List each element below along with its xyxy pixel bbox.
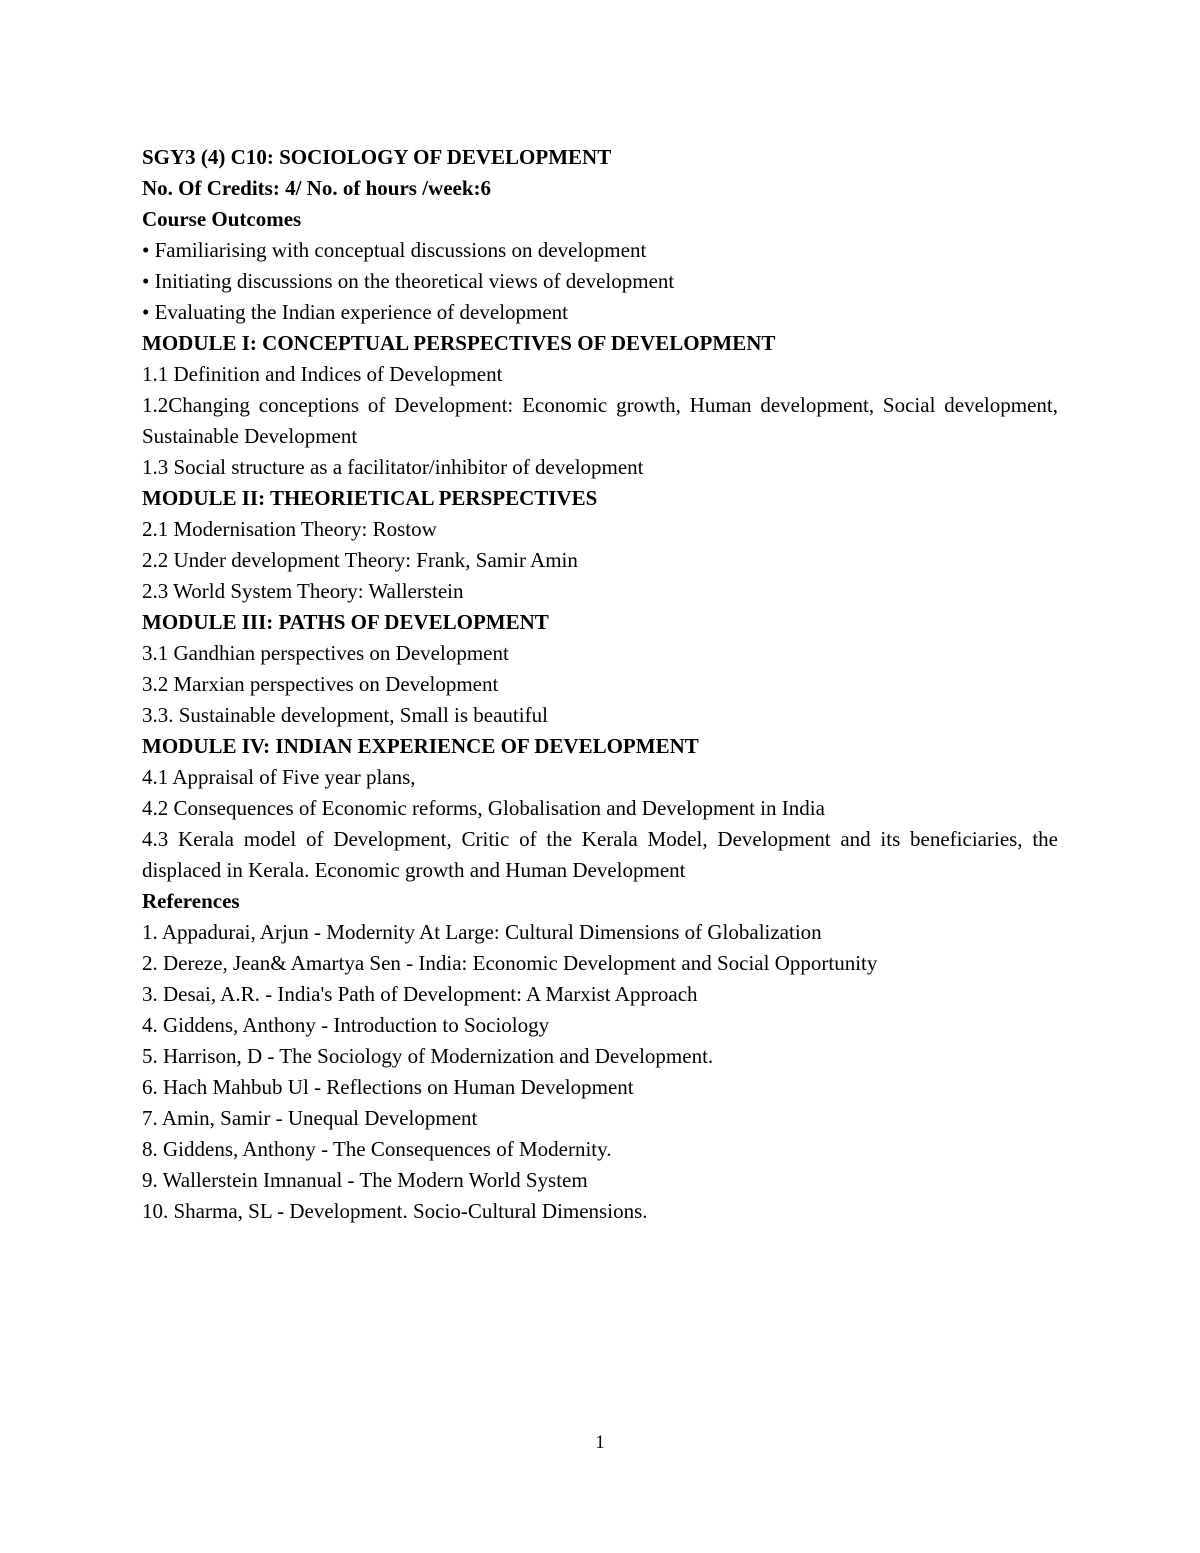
outcome-item: • Evaluating the Indian experience of development bbox=[142, 300, 569, 324]
course-title: SGY3 (4) C10: SOCIOLOGY OF DEVELOPMENT bbox=[142, 145, 612, 169]
outcome-item: • Familiarising with conceptual discussions on development bbox=[142, 238, 647, 262]
module-item: 1.2Changing conceptions of Development: Economic growth, Human development, Social development, Sustainable Development bbox=[142, 393, 1058, 448]
module-item: 3.3. Sustainable development, Small is beautiful bbox=[142, 703, 548, 727]
module-item: 1.1 Definition and Indices of Development bbox=[142, 362, 503, 386]
module-item: 1.3 Social structure as a facilitator/inhibitor of development bbox=[142, 455, 644, 479]
reference-item: 5. Harrison, D - The Sociology of Modernization and Development. bbox=[142, 1044, 714, 1068]
references-heading: References bbox=[142, 889, 240, 913]
reference-item: 4. Giddens, Anthony - Introduction to Sociology bbox=[142, 1013, 550, 1037]
module-item: 3.1 Gandhian perspectives on Development bbox=[142, 641, 509, 665]
reference-item: 3. Desai, A.R. - India's Path of Development: A Marxist Approach bbox=[142, 982, 698, 1006]
module-item: 2.1 Modernisation Theory: Rostow bbox=[142, 517, 437, 541]
reference-item: 7. Amin, Samir - Unequal Development bbox=[142, 1106, 478, 1130]
reference-item: 2. Dereze, Jean& Amartya Sen - India: Economic Development and Social Opportunity bbox=[142, 951, 878, 975]
reference-item: 10. Sharma, SL - Development. Socio-Cultural Dimensions. bbox=[142, 1199, 648, 1223]
reference-item: 1. Appadurai, Arjun - Modernity At Large: Cultural Dimensions of Globalization bbox=[142, 920, 822, 944]
outcomes-heading: Course Outcomes bbox=[142, 207, 302, 231]
module-item: 2.2 Under development Theory: Frank, Samir Amin bbox=[142, 548, 578, 572]
document-page bbox=[142, 142, 1058, 1227]
credits-line: No. Of Credits: 4/ No. of hours /week:6 bbox=[142, 176, 492, 200]
module-item: 4.3 Kerala model of Development, Critic of the Kerala Model, Development and its beneficiaries, the displaced in Kerala. Economic growth and Human Development bbox=[142, 827, 1058, 882]
module-heading: MODULE II: THEORIETICAL PERSPECTIVES bbox=[142, 486, 598, 510]
module-heading: MODULE IV: INDIAN EXPERIENCE OF DEVELOPMENT bbox=[142, 734, 699, 758]
outcome-item: • Initiating discussions on the theoretical views of development bbox=[142, 269, 675, 293]
reference-item: 8. Giddens, Anthony - The Consequences of Modernity. bbox=[142, 1137, 612, 1161]
module-item: 4.2 Consequences of Economic reforms, Globalisation and Development in India bbox=[142, 796, 825, 820]
reference-item: 9. Wallerstein Imnanual - The Modern World System bbox=[142, 1168, 588, 1192]
module-item: 3.2 Marxian perspectives on Development bbox=[142, 672, 499, 696]
module-heading: MODULE III: PATHS OF DEVELOPMENT bbox=[142, 610, 549, 634]
module-item: 2.3 World System Theory: Wallerstein bbox=[142, 579, 464, 603]
module-heading: MODULE I: CONCEPTUAL PERSPECTIVES OF DEVELOPMENT bbox=[142, 331, 776, 355]
reference-item: 6. Hach Mahbub Ul - Reflections on Human Development bbox=[142, 1075, 634, 1099]
module-item: 4.1 Appraisal of Five year plans, bbox=[142, 765, 416, 789]
page-number: 1 bbox=[595, 1432, 605, 1453]
